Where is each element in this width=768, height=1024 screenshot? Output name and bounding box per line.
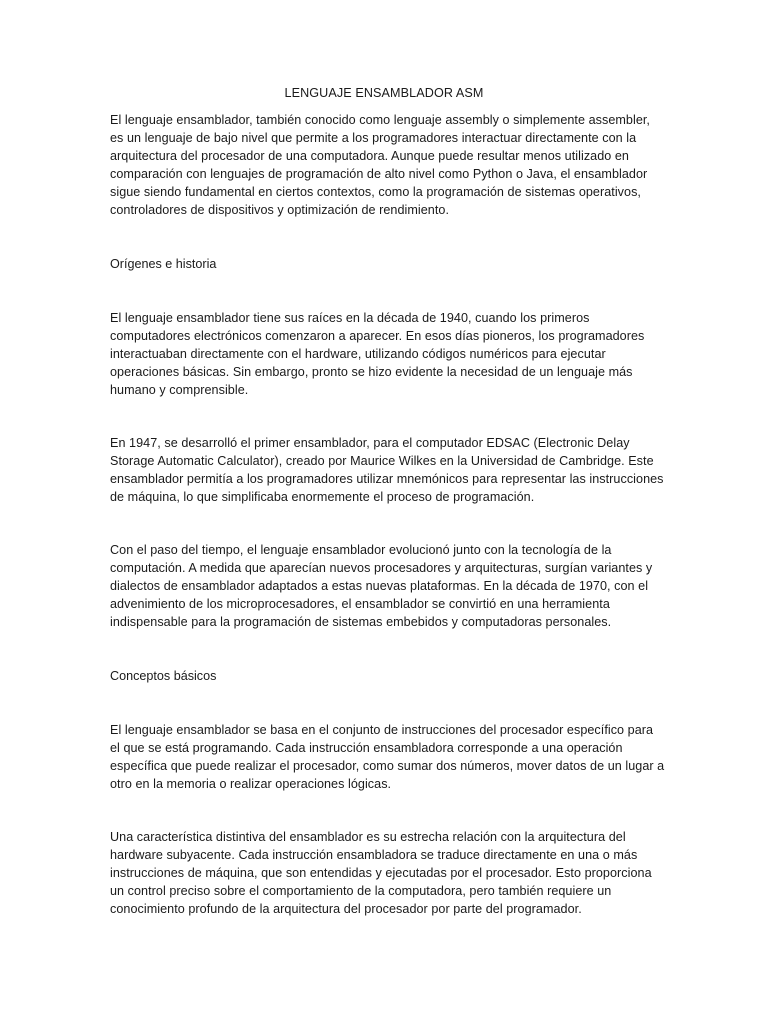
section-heading-origins: Orígenes e historia (110, 257, 217, 271)
basics-paragraph-2: Una característica distintiva del ensamblador es su estrecha relación con la arquitectura del hardware subyacente. Cada instrucción ensambladora se traduce directamente en una o más instrucciones de máquina, que son entendidas y ejecutadas por el procesador. Esto proporciona un control preciso sobre el comportamiento de la computadora, pero también requiere un conocimiento profundo de la arquitectura del procesador por parte del programador. (110, 830, 652, 916)
basics-paragraph-1: El lenguaje ensamblador se basa en el conjunto de instrucciones del procesador específico para el que se está programando. Cada instrucción ensambladora corresponde a una operación específica que puede realizar el procesador, como sumar dos números, mover datos de un lugar a otro en la memoria o realizar operaciones lógicas. (110, 723, 665, 791)
origins-paragraph-1: El lenguaje ensamblador tiene sus raíces en la década de 1940, cuando los primeros computadores electrónicos comenzaron a aparecer. En esos días pioneros, los programadores interactuaban directamente con el hardware, utilizando códigos numéricos para ejecutar operaciones básicas. Sin embargo, pronto se hizo evidente la necesidad de un lenguaje más humano y comprensible. (110, 311, 645, 397)
intro-paragraph: El lenguaje ensamblador, también conocido como lenguaje assembly o simplemente assembler, es un lenguaje de bajo nivel que permite a los programadores interactuar directamente con la arquitectura del procesador de una computadora. Aunque puede resultar menos utilizado en comparación con lenguajes de programación de alto nivel como Python o Java, el ensamblador sigue siendo fundamental en ciertos contextos, como la programación de sistemas operativos, controladores de dispositivos y optimización de rendimiento. (110, 113, 650, 217)
section-heading-basics: Conceptos básicos (110, 669, 217, 683)
origins-paragraph-3: Con el paso del tiempo, el lenguaje ensamblador evolucionó junto con la tecnología de la computación. A medida que aparecían nuevos procesadores y arquitecturas, surgían variantes y dialectos de ensamblador adaptados a estas nuevas plataformas. En la década de 1970, con el advenimiento de los microprocesadores, el ensamblador se convirtió en una herramienta indispensable para la programación de sistemas embebidos y computadoras personales. (110, 543, 653, 629)
page-title: LENGUAJE ENSAMBLADOR ASM (284, 86, 484, 100)
origins-paragraph-2: En 1947, se desarrolló el primer ensamblador, para el computador EDSAC (Electronic Delay Storage Automatic Calculator), creado por Maurice Wilkes en la Universidad de Cambridge. Este ensamblador permitía a los programadores utilizar mnemónicos para representar las instrucciones de máquina, lo que simplificaba enormemente el proceso de programación. (110, 436, 664, 504)
